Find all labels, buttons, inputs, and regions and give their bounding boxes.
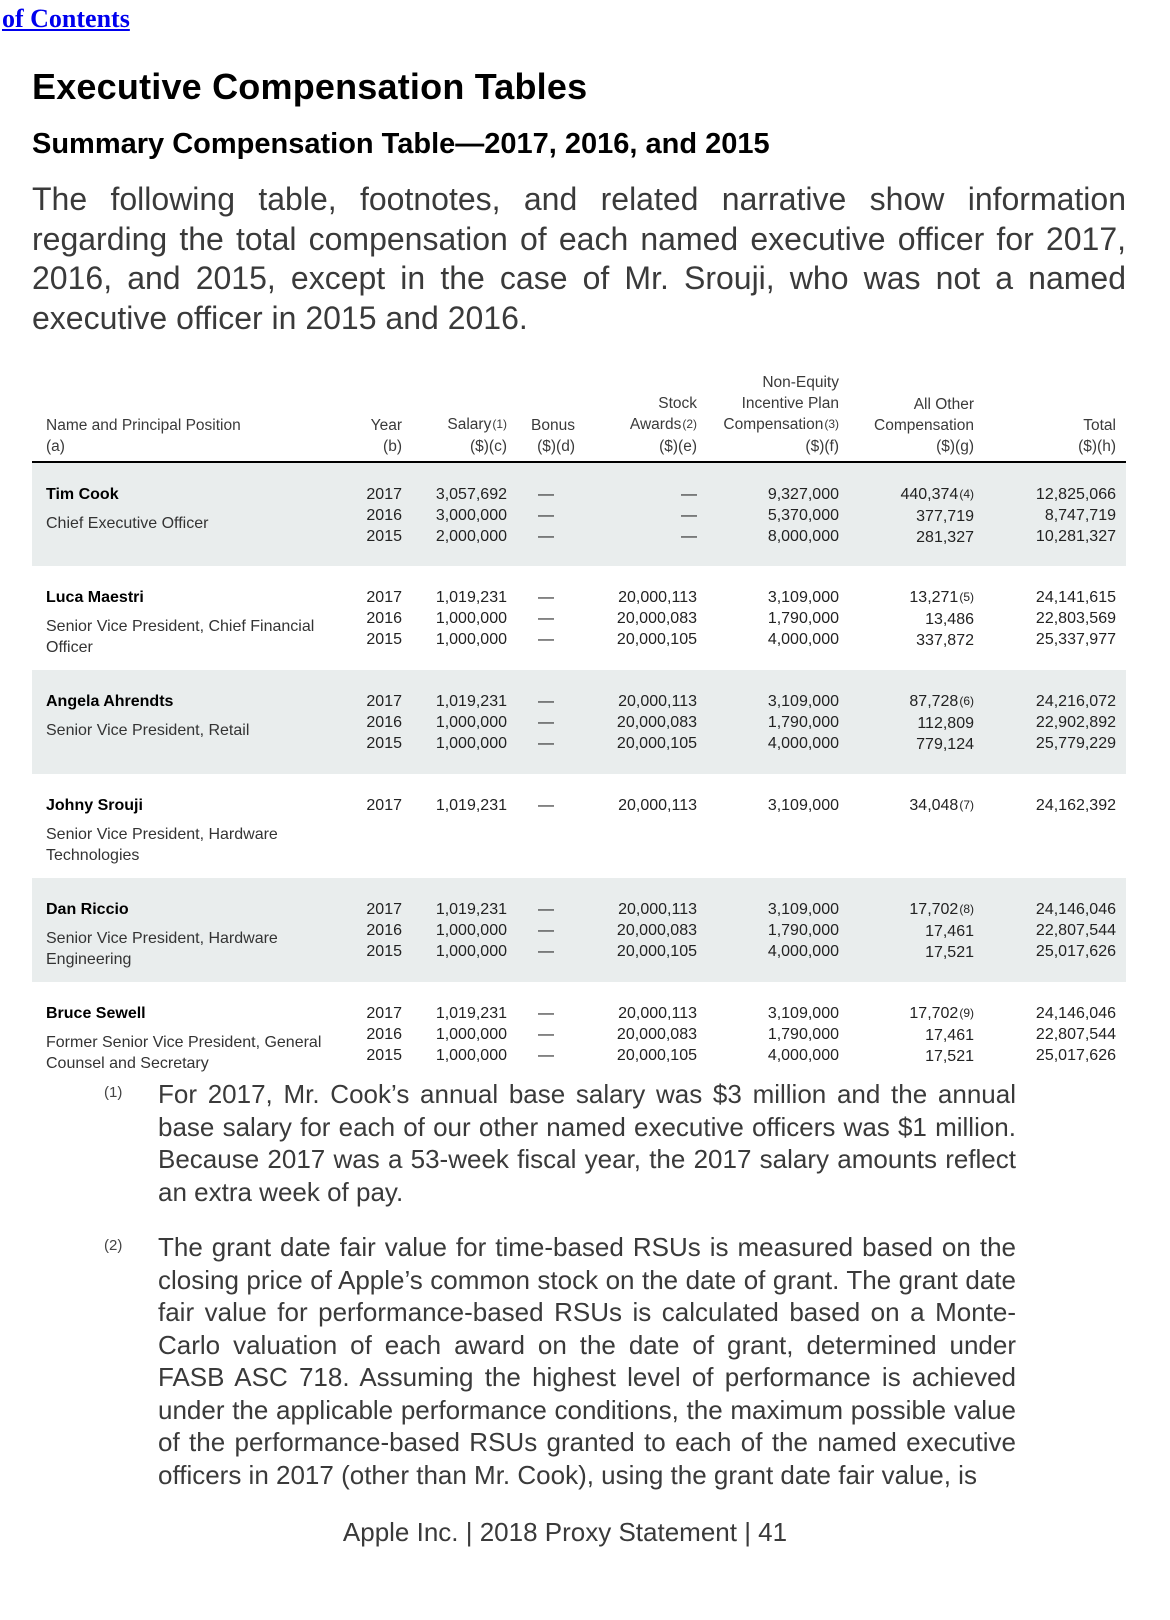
cell-value: 2015	[366, 631, 402, 648]
all-other-cell	[849, 566, 984, 670]
cell-value: 20,000,113	[618, 901, 697, 918]
cell-value: 2015	[366, 1047, 402, 1064]
cell-value: 2015	[366, 735, 402, 752]
footnote-ref: (6)	[959, 694, 974, 708]
cell-value: 1,000,000	[435, 943, 507, 960]
cell-value: 2015	[366, 528, 402, 545]
year-cell	[350, 566, 412, 670]
cell-value: 24,146,046	[1035, 901, 1116, 918]
cell-value: —	[538, 507, 554, 524]
cell-value: 25,017,626	[1035, 1047, 1116, 1064]
year-cell	[350, 982, 412, 1086]
cell-value: 1,019,231	[435, 797, 507, 814]
cell-value: 17,521	[925, 1048, 974, 1065]
stock-awards-cell	[585, 878, 707, 982]
cell-value: 24,162,392	[1035, 797, 1116, 814]
non-equity-cell	[707, 566, 849, 670]
cell-value: 1,019,231	[435, 1005, 507, 1022]
cell-value: 17,461	[925, 923, 974, 940]
cell-value: —	[538, 943, 554, 960]
cell-value: 2017	[366, 589, 402, 606]
table-row	[32, 566, 1126, 670]
cell-value: 4,000,000	[767, 631, 839, 648]
cell-value: 17,461	[925, 1027, 974, 1044]
cell-value: 17,702$^{(8)}$	[909, 901, 974, 918]
cell-value: 20,000,105	[616, 943, 697, 960]
cell-value: 24,216,072	[1035, 693, 1116, 710]
cell-value: 24,146,046	[1035, 1005, 1116, 1022]
name-position-cell	[32, 878, 350, 982]
cell-value: 1,000,000	[435, 631, 507, 648]
footnote-text: For 2017, Mr. Cook’s annual base salary was $3 million and the annual base salary for each of our other named executive officers was $1 million. Because 2017 was a 53-week fiscal year, the 2017 salary amounts reflect an extra week of pay.	[158, 1079, 1016, 1207]
cell-value: 3,109,000	[767, 797, 839, 814]
executive-title: Senior Vice President, Hardware Engineering	[46, 930, 278, 968]
total-cell	[984, 670, 1126, 774]
cell-value: 8,000,000	[767, 528, 839, 545]
section-title: Summary Compensation Table—2017, 2016, and 2015	[32, 128, 770, 160]
cell-value: 1,019,231	[435, 901, 507, 918]
bonus-cell	[517, 670, 585, 774]
cell-value: 1,000,000	[435, 1047, 507, 1064]
non-equity-cell	[707, 774, 849, 878]
header-non-equity: Non-Equity Incentive Plan Compensation$^{(3)}$ ($)(f)	[707, 372, 849, 462]
bonus-cell	[517, 982, 585, 1086]
cell-value: 4,000,000	[767, 1047, 839, 1064]
executive-title: Former Senior Vice President, General Counsel and Secretary	[46, 1034, 322, 1072]
intro-paragraph: The following table, footnotes, and related narrative show information regarding the total compensation of each named executive officer for 2017, 2016, and 2015, except in the case of Mr. Srouji, who was not a named executive officer in 2015 and 2016.	[32, 181, 1126, 336]
salary-cell	[412, 566, 517, 670]
cell-value: 22,803,569	[1035, 610, 1116, 627]
cell-value: 2015	[366, 943, 402, 960]
cell-value: —	[681, 528, 697, 545]
salary-cell	[412, 670, 517, 774]
cell-value: 1,790,000	[767, 714, 839, 731]
cell-value: 337,872	[916, 632, 974, 649]
cell-value: 1,790,000	[767, 610, 839, 627]
cell-value: —	[538, 589, 554, 606]
table-row	[32, 670, 1126, 774]
footnote-ref: (8)	[959, 902, 974, 916]
header-bonus: Bonus ($)(d)	[517, 372, 585, 462]
cell-value: 20,000,083	[616, 714, 697, 731]
all-other-cell	[849, 462, 984, 566]
header-all-other: All Other Compensation ($)(g)	[849, 372, 984, 462]
footnote-ref: (9)	[959, 1006, 974, 1020]
cell-value: 1,790,000	[767, 1026, 839, 1043]
header-total: Total ($)(h)	[984, 372, 1126, 462]
summary-compensation-table	[32, 372, 1126, 1086]
cell-value: 20,000,113	[618, 797, 697, 814]
cell-value: 4,000,000	[767, 943, 839, 960]
header-salary: Salary$^{(1)}$ ($)(c)	[412, 372, 517, 462]
cell-value: 34,048$^{(7)}$	[909, 797, 974, 814]
bonus-cell	[517, 462, 585, 566]
cell-value: 2016	[366, 714, 402, 731]
cell-value: 5,370,000	[767, 507, 839, 524]
cell-value: 2016	[366, 507, 402, 524]
footnote-ref: (7)	[959, 798, 974, 812]
executive-title: Chief Executive Officer	[46, 515, 209, 532]
cell-value: —	[538, 714, 554, 731]
all-other-cell	[849, 878, 984, 982]
total-cell	[984, 774, 1126, 878]
cell-value: —	[538, 610, 554, 627]
name-position-cell	[32, 670, 350, 774]
cell-value: 3,000,000	[435, 507, 507, 524]
non-equity-cell	[707, 982, 849, 1086]
footnote-text: The grant date fair value for time-based RSUs is measured based on the closing price of Apple’s common stock on the date of grant. The grant date fair value for performance-based RSUs is calculated based on a Monte-Carlo valuation of each award on the date of grant, determined under FASB ASC 718. Assuming the highest level of performance is achieved under the applicable performance conditions, the maximum possible value of the performance-based RSUs granted to each of the named executive officers in 2017 (other than Mr. Cook), using the grant date fair value, is	[158, 1232, 1016, 1490]
cell-value: 3,109,000	[767, 589, 839, 606]
all-other-cell	[849, 670, 984, 774]
cell-value: 17,702$^{(9)}$	[909, 1005, 974, 1022]
footnotes	[104, 1078, 1016, 1514]
table-of-contents-link[interactable]: of Contents	[2, 4, 130, 33]
year-cell	[350, 774, 412, 878]
cell-value: 1,000,000	[435, 610, 507, 627]
executive-name: Bruce Sewell	[46, 1005, 146, 1022]
cell-value: 9,327,000	[767, 486, 839, 503]
name-position-cell	[32, 982, 350, 1086]
cell-value: 20,000,105	[616, 631, 697, 648]
cell-value: —	[538, 693, 554, 710]
cell-value: —	[538, 1026, 554, 1043]
executive-name: Dan Riccio	[46, 901, 129, 918]
name-position-cell	[32, 566, 350, 670]
footnote-number: (1)	[104, 1084, 123, 1101]
cell-value: 3,057,692	[435, 486, 507, 503]
table-row	[32, 462, 1126, 566]
cell-value: —	[538, 922, 554, 939]
cell-value: 2017	[366, 693, 402, 710]
cell-value: 3,109,000	[767, 693, 839, 710]
cell-value: 779,124	[916, 736, 974, 753]
stock-awards-cell	[585, 982, 707, 1086]
footnote	[104, 1231, 1016, 1491]
salary-cell	[412, 462, 517, 566]
cell-value: 22,807,544	[1035, 922, 1116, 939]
cell-value: 25,337,977	[1035, 631, 1116, 648]
cell-value: —	[538, 797, 554, 814]
year-cell	[350, 878, 412, 982]
cell-value: 2016	[366, 922, 402, 939]
header-stock-awards: Stock Awards$^{(2)}$ ($)(e)	[585, 372, 707, 462]
cell-value: —	[681, 507, 697, 524]
executive-name: Luca Maestri	[46, 589, 144, 606]
stock-awards-cell	[585, 670, 707, 774]
bonus-cell	[517, 774, 585, 878]
cell-value: 4,000,000	[767, 735, 839, 752]
footnote	[104, 1078, 1016, 1208]
executive-name: Johny Srouji	[46, 797, 143, 814]
non-equity-cell	[707, 462, 849, 566]
cell-value: 2017	[366, 901, 402, 918]
cell-value: 1,790,000	[767, 922, 839, 939]
cell-value: 20,000,113	[618, 589, 697, 606]
executive-title: Senior Vice President, Chief Financial Officer	[46, 618, 315, 656]
cell-value: 3,109,000	[767, 901, 839, 918]
total-cell	[984, 462, 1126, 566]
non-equity-cell	[707, 670, 849, 774]
table-row	[32, 878, 1126, 982]
cell-value: 17,521	[925, 944, 974, 961]
cell-value: —	[538, 631, 554, 648]
executive-title: Senior Vice President, Hardware Technologies	[46, 826, 278, 864]
cell-value: 87,728$^{(6)}$	[909, 693, 974, 710]
cell-value: 281,327	[916, 529, 974, 546]
year-cell	[350, 670, 412, 774]
stock-awards-cell	[585, 774, 707, 878]
total-cell	[984, 878, 1126, 982]
cell-value: 377,719	[916, 508, 974, 525]
cell-value: 1,000,000	[435, 922, 507, 939]
cell-value: 2016	[366, 1026, 402, 1043]
cell-value: —	[538, 735, 554, 752]
cell-value: —	[538, 486, 554, 503]
cell-value: 112,809	[917, 715, 974, 732]
name-position-cell	[32, 774, 350, 878]
cell-value: 20,000,105	[616, 1047, 697, 1064]
stock-awards-cell	[585, 566, 707, 670]
header-year: Year (b)	[350, 372, 412, 462]
cell-value: 24,141,615	[1035, 589, 1116, 606]
cell-value: 13,486	[925, 611, 974, 628]
cell-value: —	[538, 1047, 554, 1064]
total-cell	[984, 566, 1126, 670]
name-position-cell	[32, 462, 350, 566]
cell-value: 440,374$^{(4)}$	[900, 486, 974, 503]
cell-value: 22,902,892	[1035, 714, 1116, 731]
bonus-cell	[517, 566, 585, 670]
cell-value: 2017	[366, 797, 402, 814]
salary-cell	[412, 982, 517, 1086]
cell-value: —	[681, 486, 697, 503]
cell-value: 1,000,000	[435, 714, 507, 731]
all-other-cell	[849, 982, 984, 1086]
cell-value: 1,019,231	[435, 693, 507, 710]
cell-value: 20,000,105	[616, 735, 697, 752]
executive-name: Tim Cook	[46, 486, 119, 503]
table-row	[32, 982, 1126, 1086]
table-header-row	[32, 372, 1126, 462]
footnote-ref: (5)	[959, 590, 974, 604]
cell-value: —	[538, 901, 554, 918]
cell-value: 2017	[366, 486, 402, 503]
cell-value: 20,000,083	[616, 1026, 697, 1043]
cell-value: —	[538, 528, 554, 545]
cell-value: 2016	[366, 610, 402, 627]
cell-value: 1,000,000	[435, 735, 507, 752]
year-cell	[350, 462, 412, 566]
cell-value: 2,000,000	[435, 528, 507, 545]
executive-name: Angela Ahrendts	[46, 693, 174, 710]
total-cell	[984, 982, 1126, 1086]
cell-value: 22,807,544	[1035, 1026, 1116, 1043]
cell-value: 25,017,626	[1035, 943, 1116, 960]
cell-value: 20,000,083	[616, 922, 697, 939]
salary-cell	[412, 878, 517, 982]
page-title: Executive Compensation Tables	[32, 66, 588, 107]
non-equity-cell	[707, 878, 849, 982]
salary-cell	[412, 774, 517, 878]
bonus-cell	[517, 878, 585, 982]
header-name: Name and Principal Position (a)	[32, 372, 350, 462]
cell-value: 8,747,719	[1044, 507, 1116, 524]
footnote-number: (2)	[104, 1237, 123, 1254]
executive-title: Senior Vice President, Retail	[46, 722, 250, 739]
stock-awards-cell	[585, 462, 707, 566]
cell-value: 13,271$^{(5)}$	[909, 589, 974, 606]
cell-value: 3,109,000	[767, 1005, 839, 1022]
all-other-cell	[849, 774, 984, 878]
cell-value: 20,000,113	[618, 1005, 697, 1022]
cell-value: 10,281,327	[1035, 528, 1116, 545]
cell-value: 1,000,000	[435, 1026, 507, 1043]
cell-value: 2017	[366, 1005, 402, 1022]
cell-value: —	[538, 1005, 554, 1022]
footnote-ref: (4)	[959, 487, 974, 501]
cell-value: 20,000,083	[616, 610, 697, 627]
cell-value: 12,825,066	[1035, 486, 1116, 503]
table-row	[32, 774, 1126, 878]
cell-value: 25,779,229	[1035, 735, 1116, 752]
cell-value: 1,019,231	[435, 589, 507, 606]
page-footer: Apple Inc. | 2018 Proxy Statement | 41	[342, 1517, 788, 1547]
cell-value: 20,000,113	[618, 693, 697, 710]
